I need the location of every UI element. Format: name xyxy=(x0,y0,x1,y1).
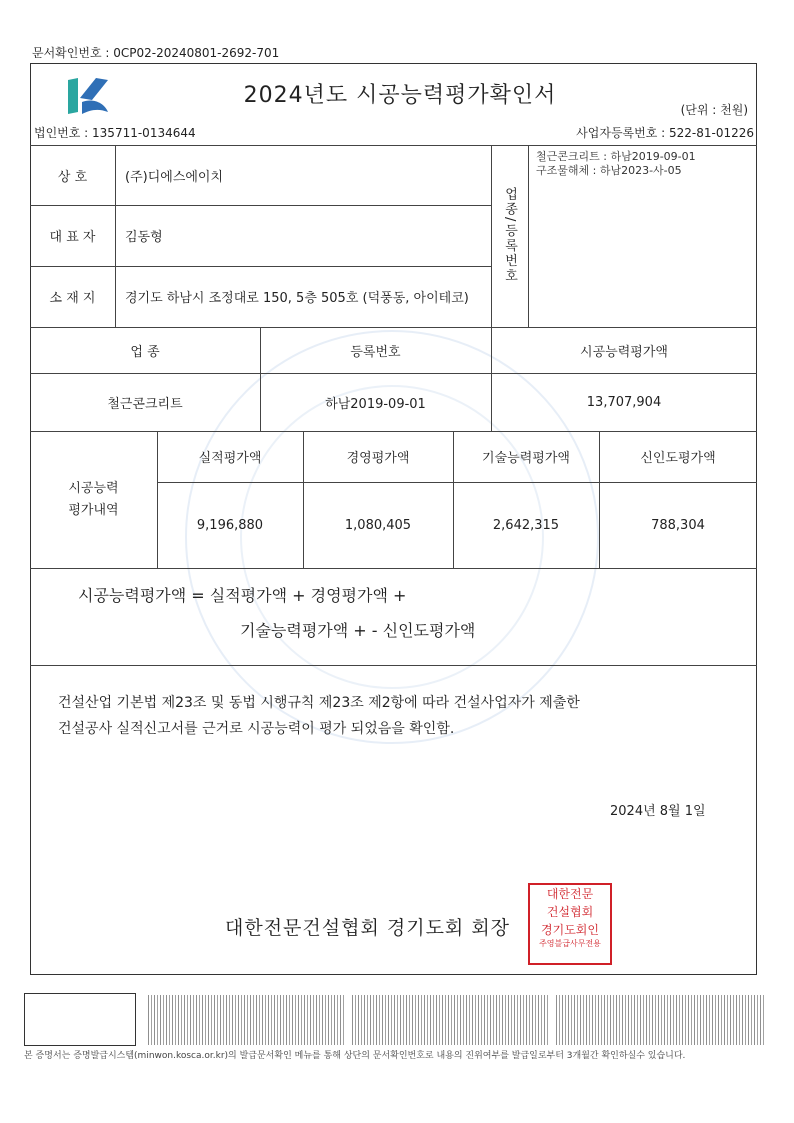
security-barcode-2 xyxy=(352,995,548,1045)
corporate-number: 법인번호 : 135711-0134644 xyxy=(34,126,196,140)
registration-vertical-label: 업종/등록번호 xyxy=(502,186,517,284)
paragraph-line-1: 건설산업 기본법 제23조 및 동법 시행규칙 제23조 제2항에 따라 건설사업자가 제출한 xyxy=(58,695,580,711)
divider xyxy=(115,145,116,327)
table2-header-technical: 기술능력평가액 xyxy=(482,451,570,466)
footer-notice: 본 증명서는 증명발급시스템(minwon.kosca.or.kr)의 발급문서확인 메뉴를 통해 상단의 문서확인번호로 내용의 진위여부를 발급일로부터 3개월간 확인하실수 있습니다. xyxy=(24,1051,686,1061)
table2-row-label-2: 평가내역 xyxy=(68,502,119,518)
company-value: (주)디에스에이치 xyxy=(125,169,224,185)
paragraph-line-2: 건설공사 실적신고서를 근거로 시공능력이 평가 되었음을 확인함. xyxy=(58,721,455,737)
registration-line-2: 구조물해체 : 하남2023-사-05 xyxy=(536,164,682,177)
address-label: 소 재 지 xyxy=(49,291,96,306)
table2-row-label-1: 시공능력 xyxy=(68,480,119,496)
unit-label: (단위 : 천원) xyxy=(680,103,748,117)
table2-header-performance: 실적평가액 xyxy=(198,451,262,466)
table1-evaluation-value: 13,707,904 xyxy=(586,394,662,410)
issue-date: 2024년 8월 1일 xyxy=(610,804,706,819)
registration-line-1: 철근콘크리트 : 하남2019-09-01 xyxy=(536,150,696,163)
confirmation-paragraph xyxy=(58,690,728,742)
table2-value-performance: 9,196,880 xyxy=(196,517,264,533)
table2-value-technical: 2,642,315 xyxy=(492,517,560,533)
table1-regno-value: 하남2019-09-01 xyxy=(325,396,426,412)
table1-header-regno: 등록번호 xyxy=(350,344,401,360)
table2-header-management: 경영평가액 xyxy=(346,451,410,466)
seal-line-4: 주영블급사무전용 xyxy=(539,939,601,948)
company-label: 상 호 xyxy=(57,169,88,185)
association-logo-icon xyxy=(62,72,114,120)
divider xyxy=(30,665,757,666)
seal-line-2: 건설협회 xyxy=(546,905,594,919)
address-value: 경기도 하남시 조정대로 150, 5층 505호 (덕풍동, 아이테코) xyxy=(125,291,469,306)
ceo-value: 김동형 xyxy=(125,230,163,245)
issuer-name: 대한전문건설협회 경기도회 회장 xyxy=(225,917,511,939)
table1-header-evaluation: 시공능력평가액 xyxy=(580,344,668,360)
security-barcode-3 xyxy=(556,995,764,1045)
business-registration-number: 사업자등록번호 : 522-81-01226 xyxy=(576,126,754,140)
table1-header-industry: 업 종 xyxy=(130,344,160,360)
document-confirmation-number: 문서확인번호 : 0CP02-20240801-2692-701 xyxy=(32,46,280,60)
table2-header-reliability: 신인도평가액 xyxy=(640,451,716,466)
seal-line-3: 경기도회인 xyxy=(541,923,599,937)
table1-industry-value: 철근콘크리트 xyxy=(107,396,183,412)
ceo-label: 대 표 자 xyxy=(49,230,96,245)
table2-value-reliability: 788,304 xyxy=(651,517,705,533)
seal-line-1: 대한전문 xyxy=(546,887,594,901)
blank-box xyxy=(24,993,136,1046)
table2-value-management: 1,080,405 xyxy=(344,517,412,533)
formula-line-1: 시공능력평가액 = 실적평가액 + 경영평가액 + xyxy=(78,586,407,605)
formula-line-2: 기술능력평가액 + - 신인도평가액 xyxy=(240,621,476,640)
security-barcode-1 xyxy=(148,995,344,1045)
page-title: 2024년도 시공능력평가확인서 xyxy=(243,83,557,108)
divider xyxy=(528,145,529,327)
divider xyxy=(30,568,757,569)
official-seal xyxy=(528,883,612,965)
